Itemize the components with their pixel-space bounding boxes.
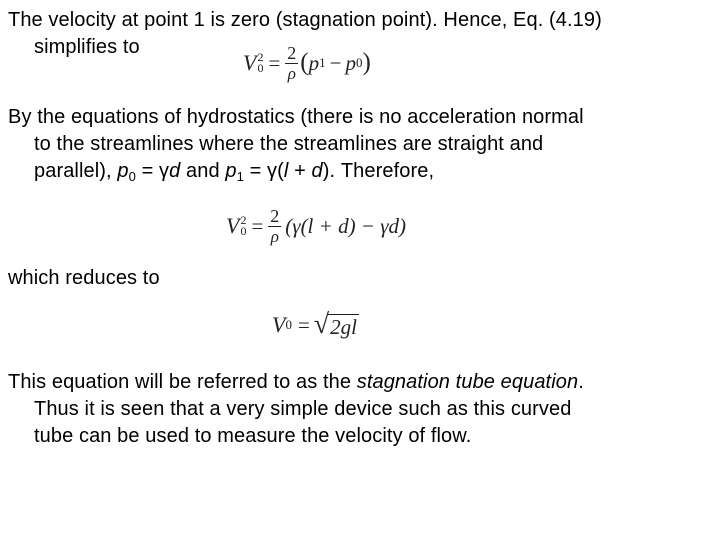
text-run: = γ( — [243, 160, 284, 182]
fraction-denominator: ρ — [270, 227, 279, 246]
symbol-d: d — [311, 160, 323, 182]
paragraph-line: which reduces to — [8, 267, 160, 289]
equation-sup-sub — [240, 215, 246, 237]
equation-subscript: 0 — [257, 61, 264, 75]
equation-equals: = — [251, 213, 264, 238]
equation-symbol-p0: p — [345, 50, 356, 75]
equation-sup-sub — [257, 52, 263, 74]
text-run: + — [288, 160, 312, 182]
text-run: = γ — [135, 160, 170, 182]
equation-equals: = — [268, 50, 281, 75]
symbol-d: d — [169, 160, 181, 182]
equation-symbol-v: V — [243, 50, 257, 75]
equation-equals: = — [297, 312, 310, 337]
symbol-p1: p — [225, 160, 237, 182]
radical-sign: √ — [313, 309, 330, 340]
paragraph-line: Thus it is seen that a very simple device such as this curved — [34, 398, 572, 420]
square-root — [314, 311, 359, 339]
equation-subscript: 0 — [240, 224, 247, 238]
equation-symbol-p1: p — [308, 50, 320, 75]
paragraph-line: tube can be used to measure the velocity of flow. — [34, 425, 472, 447]
subscript: 1 — [236, 169, 244, 184]
radicand: 2gl — [330, 315, 358, 339]
equation-body: (γ(l + d) − γd) — [285, 213, 406, 238]
symbol-p0: p — [117, 160, 129, 182]
text-run: ). Therefore, — [322, 160, 435, 182]
equation-close-paren: ) — [362, 49, 371, 76]
emphasis-term: stagnation tube equation — [356, 371, 579, 393]
fraction-numerator: 2 — [287, 43, 297, 63]
subscript: 0 — [128, 169, 136, 184]
paragraph-line — [8, 369, 714, 396]
paragraph-line: The velocity at point 1 is zero (stagnation point). Hence, Eq. (4.19) — [8, 9, 602, 31]
paragraph-line: By the equations of hydrostatics (there is no acceleration normal — [8, 106, 584, 128]
equation-velocity-pressure: V 2 0 = $\frac{2}{\rho}$ ( p 1 − p 0 ) — [243, 43, 371, 83]
paragraph-hydrostatics — [8, 104, 714, 185]
paragraph-line: simplifies to — [34, 36, 140, 58]
paragraph-reduces — [8, 265, 714, 292]
paragraph-line: to the streamlines where the streamlines are straight and — [34, 133, 544, 155]
text-run: . — [578, 371, 584, 393]
equation-minus: − — [329, 50, 342, 75]
symbol-l: l — [283, 160, 289, 182]
text-run: and — [180, 160, 226, 182]
equation-symbol-v: V — [272, 312, 286, 337]
equation-open-paren: ( — [300, 49, 309, 76]
equation-fraction — [285, 44, 298, 82]
fraction-denominator: ρ — [287, 64, 296, 83]
equation-stagnation-velocity: V 0 = √ 2gl — [272, 309, 358, 340]
equation-superscript: 2 — [240, 213, 247, 227]
equation-velocity-hydrostatic — [226, 207, 406, 245]
paragraph-line — [8, 158, 714, 185]
text-run: parallel), — [34, 160, 118, 182]
paragraph-stagnation-tube — [8, 369, 714, 450]
text-run: This equation will be referred to as the — [8, 371, 357, 393]
equation-symbol-v: V — [226, 213, 240, 238]
equation-fraction — [268, 207, 281, 245]
equation-superscript: 2 — [257, 50, 264, 64]
fraction-numerator: 2 — [270, 206, 280, 226]
